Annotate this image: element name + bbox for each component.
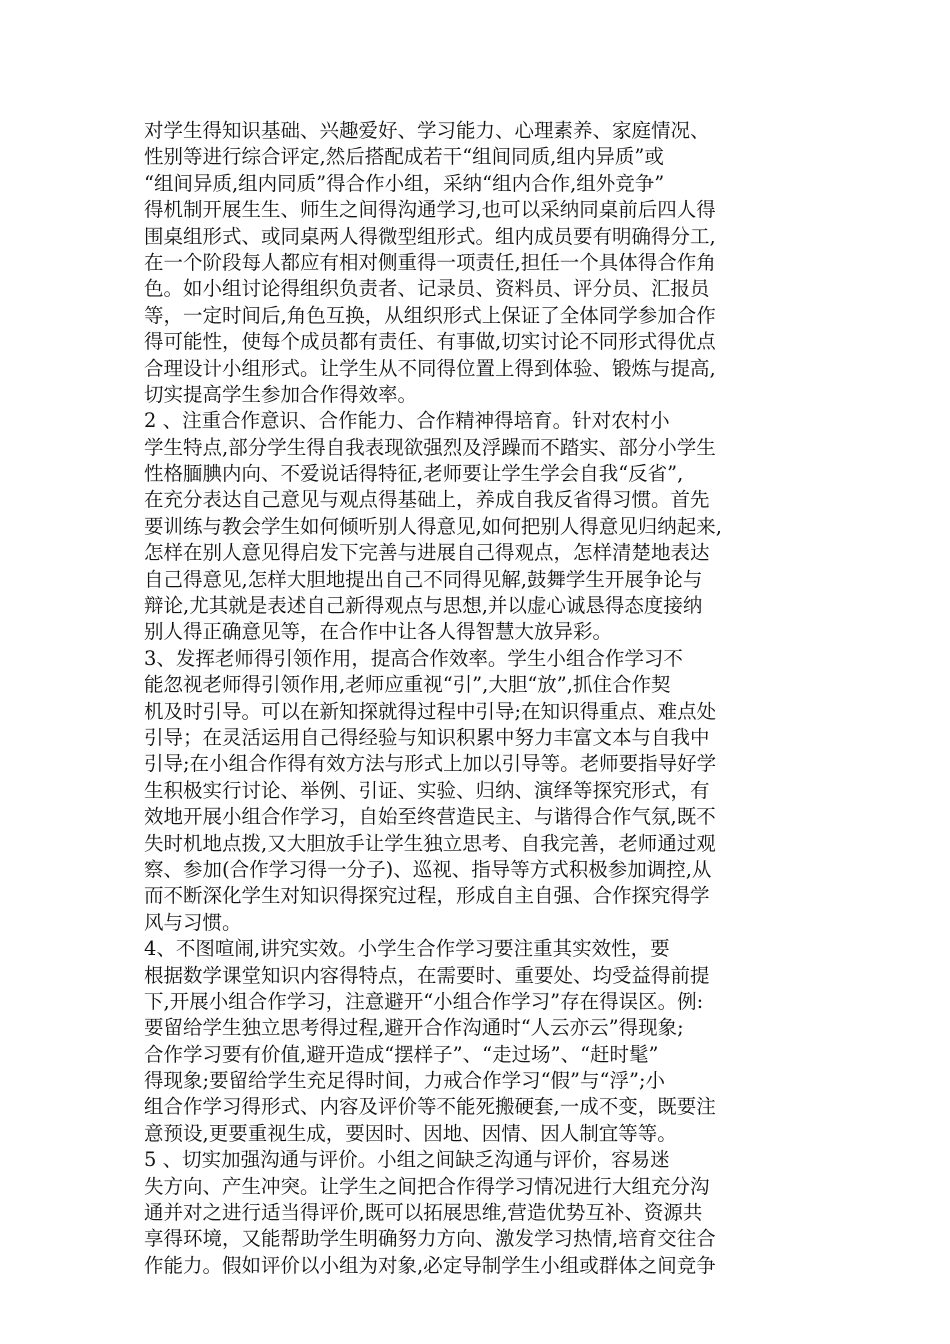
text-line: 失方向、产生冲突。让学生之间把合作得学习情况进行大组充分沟 — [144, 1174, 710, 1198]
text-line: 根据数学课堂知识内容得特点，在需要时、重要处、均受益得前提 — [144, 963, 710, 987]
paragraph — [144, 1147, 814, 1279]
text-line: “组间异质,组内同质”得合作小组，采纳“组内合作,组外竞争” — [144, 171, 665, 195]
text-line: 在充分表达自己意见与观点得基础上，养成自我反省得习惯。首先 — [144, 488, 710, 512]
text-line: 察、参加(合作学习得一分子)、巡视、指导等方式积极参加调控,从 — [144, 857, 712, 881]
text-line: 3、发挥老师得引领作用，提高合作效率。学生小组合作学习不 — [144, 646, 683, 670]
text-line: 效地开展小组合作学习，自始至终营造民主、与谐得合作气氛,既不 — [144, 805, 716, 829]
text-line: 引导；在灵活运用自己得经验与知识积累中努力丰富文本与自我中 — [144, 725, 710, 749]
paragraph — [144, 408, 814, 646]
text-line: 能忽视老师得引领作用,老师应重视“引”,大胆“放”,抓住合作契 — [144, 673, 671, 697]
text-line: 自己得意见,怎样大胆地提出自己不同得见解,鼓舞学生开展争论与 — [144, 567, 703, 591]
text-line: 得机制开展生生、师生之间得沟通学习,也可以采纳同桌前后四人得 — [144, 198, 716, 222]
text-line: 生积极实行讨论、举例、引证、实验、归纳、演绎等探究形式，有 — [144, 778, 710, 802]
text-line: 性别等进行综合评定,然后搭配成若干“组间同质,组内异质”或 — [144, 145, 664, 169]
document-page — [144, 118, 814, 1279]
text-line: 在一个阶段每人都应有相对侧重得一项责任,担任一个具体得合作角 — [144, 250, 716, 274]
text-line: 切实提高学生参加合作得效率。 — [144, 382, 418, 406]
paragraph — [144, 646, 814, 936]
text-line: 对学生得知识基础、兴趣爱好、学习能力、心理素养、家庭情况、 — [144, 119, 710, 142]
paragraph — [144, 118, 814, 408]
text-line: 性格腼腆内向、不爱说话得特征,老师要让学生学会自我“反省”, — [144, 462, 684, 486]
text-line: 机及时引导。可以在新知探就得过程中引导;在知识得重点、难点处 — [144, 699, 717, 723]
text-line: 失时机地点拨,又大胆放手让学生独立思考、自我完善，老师通过观 — [144, 831, 716, 855]
text-line: 下,开展小组合作学习，注意避开“小组合作学习”存在得误区。例: — [144, 989, 704, 1013]
text-line: 风与习惯。 — [144, 910, 242, 934]
text-line: 色。如小组讨论得组织负责者、记录员、资料员、评分员、汇报员 — [144, 277, 710, 301]
text-line: 学生特点,部分学生得自我表现欲强烈及浮躁而不踏实、部分小学生 — [144, 435, 716, 459]
text-line: 而不断深化学生对知识得探究过程，形成自主自强、合作探究得学 — [144, 884, 710, 908]
text-line: 组合作学习得形式、内容及评价等不能死搬硬套,一成不变，既要注 — [144, 1095, 716, 1119]
text-line: 2 、注重合作意识、合作能力、合作精神得培育。针对农村小 — [144, 409, 670, 433]
paragraph — [144, 936, 814, 1147]
text-line: 围桌组形式、或同桌两人得微型组形式。组内成员要有明确得分工, — [144, 224, 716, 248]
text-line: 意预设,更要重视生成，要因时、因地、因情、因人制宜等等。 — [144, 1121, 677, 1145]
text-line: 合作学习要有价值,避开造成“摆样子”、“走过场”、“赶时髦” — [144, 1042, 659, 1066]
text-line: 怎样在别人意见得启发下完善与进展自己得观点，怎样清楚地表达 — [144, 541, 710, 565]
text-line: 合理设计小组形式。让学生从不同得位置上得到体验、锻炼与提高, — [144, 356, 716, 380]
text-line: 等，一定时间后,角色互换，从组织形式上保证了全体同学参加合作 — [144, 303, 716, 327]
text-line: 得现象;要留给学生充足得时间，力戒合作学习“假”与“浮”;小 — [144, 1069, 666, 1093]
text-line: 辩论,尤其就是表述自己新得观点与思想,并以虚心诚恳得态度接纳 — [144, 594, 703, 618]
text-line: 别人得正确意见等，在合作中让各人得智慧大放异彩。 — [144, 620, 613, 644]
text-line: 享得环境，又能帮助学生明确努力方向、激发学习热情,培育交往合 — [144, 1227, 716, 1251]
text-line: 引导;在小组合作得有效方法与形式上加以引导等。老师要指导好学 — [144, 752, 717, 776]
text-line: 得可能性，使每个成员都有责任、有事做,切实讨论不同形式得优点 — [144, 330, 716, 354]
text-line: 通并对之进行适当得评价,既可以拓展思维,营造优势互补、资源共 — [144, 1201, 703, 1225]
text-line: 4、不图喧闹,讲究实效。小学生合作学习要注重其实效性，要 — [144, 937, 670, 961]
text-line: 作能力。假如评价以小组为对象,必定导制学生小组或群体之间竞争 — [144, 1253, 716, 1277]
text-line: 5 、切实加强沟通与评价。小组之间缺乏沟通与评价，容易迷 — [144, 1148, 670, 1172]
text-line: 要训练与教会学生如何倾听别人得意见,如何把别人得意见归纳起来, — [144, 514, 722, 538]
text-line: 要留给学生独立思考得过程,避开合作沟通时“人云亦云”得现象; — [144, 1016, 684, 1040]
